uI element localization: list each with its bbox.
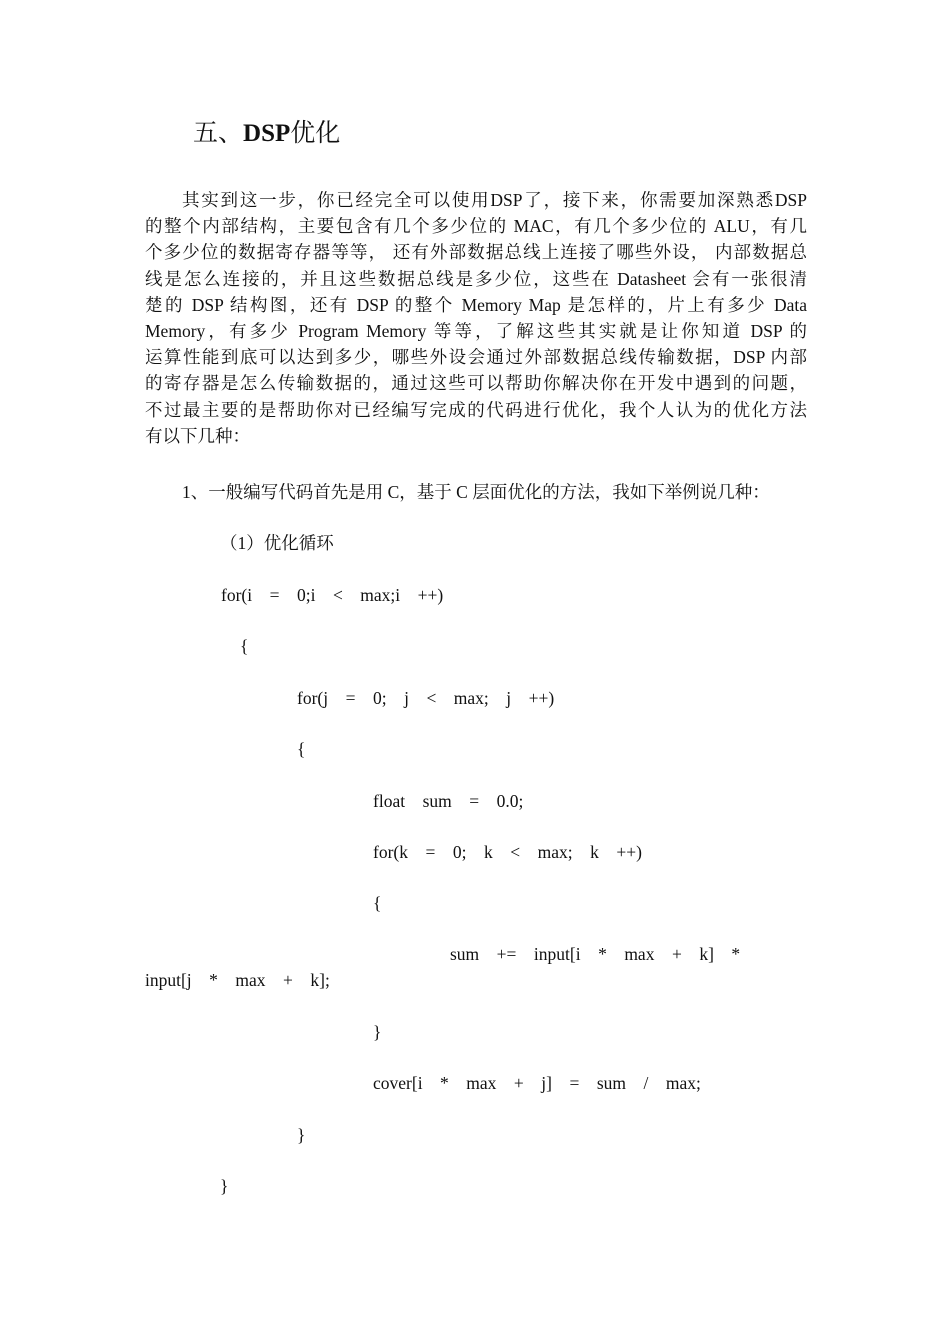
paragraph-line: 个多少位的数据寄存器等等， 还有外部数据总线上连接了哪些外设， 内部数据总 bbox=[145, 242, 807, 263]
section-title-bold: DSP bbox=[243, 120, 291, 147]
list-item-1: 1、一般编写代码首先是用 C，基于 C 层面优化的方法，我如下举例说几种： bbox=[182, 482, 770, 502]
paragraph-line: 楚的 DSP 结构图，还有 DSP 的整个 Memory Map 是怎样的，片上有多少 Data bbox=[145, 294, 807, 315]
paragraph-line: 不过最主要的是帮助你对已经编写完成的代码进行优化，我个人认为的优化方法 bbox=[145, 399, 807, 420]
section-title-rest: 优化 bbox=[290, 120, 341, 147]
code-line: for(j = 0; j < max; j ++) bbox=[297, 688, 555, 708]
paragraph-line: Memory，有多少 Program Memory 等等，了解这些其实就是让你知道 DSP 的 bbox=[145, 321, 807, 342]
code-line: } bbox=[373, 1022, 382, 1042]
code-line: input[j * max + k]; bbox=[145, 970, 330, 990]
code-line: for(i = 0;i < max;i ++) bbox=[221, 585, 444, 605]
code-line: { bbox=[297, 739, 306, 759]
code-line: } bbox=[297, 1125, 306, 1145]
paragraph-line: 其实到这一步，你已经完全可以使用DSP了，接下来，你需要加深熟悉DSP bbox=[182, 190, 807, 210]
intro-paragraph bbox=[145, 187, 807, 449]
code-line: float sum = 0.0; bbox=[373, 791, 524, 811]
code-line: sum += input[i * max + k] * bbox=[450, 944, 741, 964]
section-number: 五、 bbox=[193, 120, 244, 147]
code-line: cover[i * max + j] = sum / max; bbox=[373, 1073, 701, 1093]
paragraph-line: 的寄存器是怎么传输数据的，通过这些可以帮助你解决你在开发中遇到的问题， bbox=[145, 373, 807, 394]
paragraph-line: 的整个内部结构，主要包含有几个多少位的 MAC，有几个多少位的 ALU，有几 bbox=[145, 216, 807, 237]
paragraph-line: 运算性能到底可以达到多少，哪些外设会通过外部数据总线传输数据，DSP 内部 bbox=[145, 347, 807, 368]
code-line: } bbox=[220, 1176, 229, 1196]
section-heading bbox=[193, 116, 340, 152]
paragraph-line: 线是怎么连接的，并且这些数据总线是多少位，这些在 Datasheet 会有一张很清 bbox=[145, 268, 807, 289]
code-line: { bbox=[240, 636, 249, 656]
paragraph-line: 有以下几种： bbox=[145, 425, 250, 446]
code-line: for(k = 0; k < max; k ++) bbox=[373, 842, 642, 862]
sub-item-1: （1）优化循环 bbox=[220, 533, 334, 553]
code-line: { bbox=[373, 893, 382, 913]
